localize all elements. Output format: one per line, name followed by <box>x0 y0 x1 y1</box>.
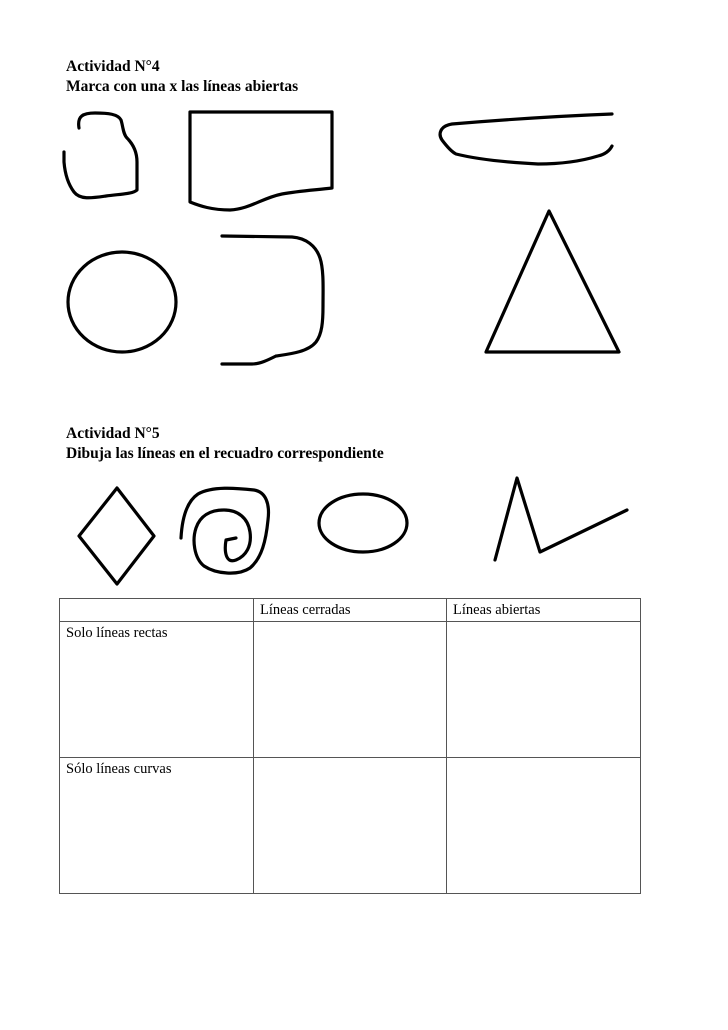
table-row-curved-lines <box>60 758 641 894</box>
open-rounded-rectangle-shape <box>222 236 323 364</box>
zigzag-line-shape <box>495 478 627 560</box>
activity-5-instruction: Dibuja las líneas en el recuadro correspondiente <box>66 445 384 462</box>
cell-straight-open[interactable] <box>447 622 641 758</box>
cell-curved-open[interactable] <box>447 758 641 894</box>
activity-4-instruction: Marca con una x las líneas abiertas <box>66 78 299 95</box>
table-header-row <box>60 599 641 622</box>
row-label-curved-lines: Sólo líneas curvas <box>60 758 254 894</box>
cell-straight-closed[interactable] <box>254 622 447 758</box>
activity-4-title: Actividad N°4 <box>66 58 160 75</box>
spiral-shape <box>181 488 268 573</box>
open-elongated-curve-shape <box>440 114 612 164</box>
classification-table <box>59 598 641 894</box>
diamond-shape <box>79 488 154 584</box>
activity-5-title: Actividad N°5 <box>66 425 160 442</box>
cell-curved-closed[interactable] <box>254 758 447 894</box>
table-row-straight-lines <box>60 622 641 758</box>
open-curve-shape <box>64 113 137 198</box>
circle-shape <box>68 252 176 352</box>
oval-shape <box>319 494 407 552</box>
column-header-open-lines: Líneas abiertas <box>447 599 641 622</box>
triangle-shape <box>486 211 619 352</box>
table-corner-cell <box>60 599 254 622</box>
closed-curvy-rectangle-shape <box>190 112 332 210</box>
row-label-straight-lines: Solo líneas rectas <box>60 622 254 758</box>
column-header-closed-lines: Líneas cerradas <box>254 599 447 622</box>
